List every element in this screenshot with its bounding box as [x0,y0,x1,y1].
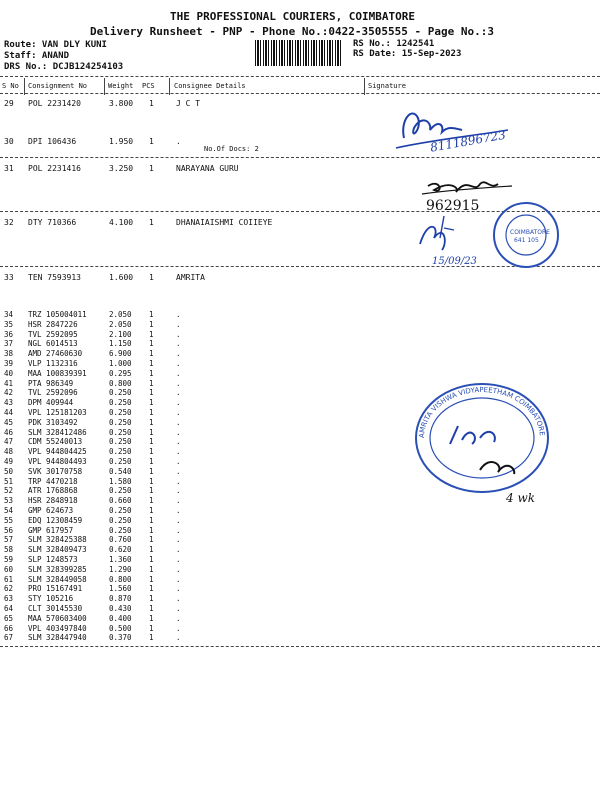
table-row [0,218,360,228]
cell-sno: 44 [4,408,14,417]
cell-consignment: TVL 2592095 [28,329,78,339]
table-row [0,388,360,398]
cell-consignment: GMP 624673 [28,506,74,515]
table-row [0,447,360,457]
cell-consignment: HSR 2847226 [28,319,78,329]
cell-consignment: TVL 2592096 [28,388,78,398]
cell-consignment: VPL 944804493 [28,457,87,466]
cell-consignment: EDQ 12308459 [28,515,83,525]
cell-weight: 0.430 [109,604,132,613]
staff-label: Staff: ANAND [4,51,70,61]
cell-pcs: 1 [149,466,154,476]
cell-consignment: STY 105216 [28,594,74,604]
cell-sno: 66 [4,623,14,633]
cell-consignment: AMD 27460630 [28,349,83,359]
cell-sno: 36 [4,329,14,339]
cell-weight: 0.250 [109,417,132,427]
col-header-sno: S No [2,82,19,90]
cell-consignment: DTY 710366 [28,218,77,227]
stamp-top-date: 15/09/23 [432,256,477,267]
cell-pcs: 1 [149,633,154,643]
cell-weight: 2.100 [109,329,132,339]
cell-consignee: . [176,457,181,466]
cell-consignment: POL 2231420 [28,99,81,108]
rs-date-label: RS Date: 15-Sep-2023 [353,49,462,59]
col-header-signature: Signature [368,82,406,90]
cell-consignee: . [176,476,181,486]
table-row [0,516,360,526]
cell-weight: 0.500 [109,623,132,633]
table-row [0,330,360,340]
cell-sno: 34 [4,310,14,319]
cell-weight: 2.050 [109,310,132,319]
cell-consignment: GMP 617957 [28,525,74,535]
table-row [0,535,360,545]
barcode [255,40,343,66]
table-row [0,633,360,643]
table-row [0,428,360,438]
cell-weight: 1.580 [109,476,132,486]
cell-pcs: 1 [149,427,154,437]
cell-weight: 0.250 [109,506,132,515]
cell-consignment: TRZ 105004011 [28,310,87,319]
cell-weight: 0.540 [109,466,132,476]
cell-consignee: . [176,310,181,319]
cell-consignee: . [176,339,181,349]
cell-pcs: 1 [149,623,154,633]
table-bottom-rule [0,646,600,647]
cell-consignee: . [176,584,181,594]
cell-consignee: . [176,486,181,496]
table-row [0,310,360,320]
cell-consignee: . [176,623,181,633]
cell-pcs: 1 [149,584,154,594]
cell-weight: 1.360 [109,555,132,564]
cell-sno: 67 [4,633,14,643]
cell-pcs: 1 [149,447,154,457]
signature-2-number: 962915 [426,198,480,214]
table-row [0,273,360,283]
cell-pcs: 1 [149,368,154,378]
cell-sno: 45 [4,417,14,427]
table-row [0,320,360,330]
cell-sno: 40 [4,368,14,378]
cell-pcs: 1 [149,437,154,447]
table-row [0,526,360,536]
cell-sno: 48 [4,447,14,457]
cell-consignee: . [176,496,181,506]
table-row [0,477,360,487]
cell-consignment: VLP 1132316 [28,359,78,368]
table-row [0,506,360,516]
cell-sno: 29 [4,99,14,108]
cell-pcs: 1 [149,417,154,427]
cell-pcs: 1 [149,408,154,417]
cell-pcs: 1 [149,329,154,339]
cell-pcs: 1 [149,594,154,604]
cell-pcs: 1 [149,535,154,545]
cell-weight: 0.250 [109,427,132,437]
table-row [0,545,360,555]
cell-consignee: . [176,574,181,584]
cell-sno: 59 [4,555,14,564]
cell-weight: 1.560 [109,584,132,594]
cell-weight: 6.900 [109,349,132,359]
table-row [0,398,360,408]
cell-consignment: TRP 4470218 [28,476,78,486]
cell-sno: 55 [4,515,14,525]
col-divider [364,78,365,95]
cell-pcs: 1 [149,164,154,173]
cell-sno: 52 [4,486,14,496]
cell-consignee: . [176,594,181,604]
cell-consignee: . [176,604,181,613]
cell-pcs: 1 [149,137,154,146]
docs-note: No.Of Docs: 2 [204,145,259,153]
cell-consignment: CLT 30145530 [28,604,83,613]
cell-weight: 0.760 [109,535,132,545]
cell-weight: 0.250 [109,437,132,447]
cell-consignee: AMRITA [176,273,205,282]
cell-pcs: 1 [149,388,154,398]
table-row [0,614,360,624]
cell-sno: 31 [4,164,14,173]
cell-sno: 64 [4,604,14,613]
cell-sno: 38 [4,349,14,359]
cell-consignment: CDM 55240013 [28,437,83,447]
cell-pcs: 1 [149,496,154,506]
table-row [0,496,360,506]
cell-sno: 65 [4,613,14,623]
col-header-weight: Weight [108,82,134,90]
cell-pcs: 1 [149,506,154,515]
table-row [0,437,360,447]
cell-consignee: . [176,564,181,574]
table-row [0,137,360,147]
cell-consignee: . [176,408,181,417]
cell-consignment: SLM 328412486 [28,427,87,437]
cell-consignee: . [176,555,181,564]
cell-pcs: 1 [149,515,154,525]
cell-consignment: PRO 15167491 [28,584,83,594]
cell-consignment: ATR 1768868 [28,486,78,496]
cell-consignee: . [176,417,181,427]
cell-consignee: . [176,525,181,535]
cell-pcs: 1 [149,613,154,623]
cell-consignment: POL 2231416 [28,164,81,173]
cell-consignment: SVK 30170758 [28,466,83,476]
cell-pcs: 1 [149,525,154,535]
cell-weight: 0.800 [109,378,132,388]
cell-consignment: VPL 944804425 [28,447,87,457]
cell-consignment: HSR 2848918 [28,496,78,506]
cell-pcs: 1 [149,349,154,359]
cell-consignment: SLM 328409473 [28,545,87,555]
cell-consignment: MAA 570603400 [28,613,87,623]
col-header-consignment: Consignment No [28,82,88,90]
cell-pcs: 1 [149,319,154,329]
table-row [0,408,360,418]
cell-consignee: . [176,515,181,525]
cell-sno: 43 [4,398,14,408]
table-row [0,349,360,359]
cell-weight: 1.000 [109,359,132,368]
cell-sno: 33 [4,273,14,282]
cell-sno: 61 [4,574,14,584]
cell-consignment: SLM 328447940 [28,633,87,643]
cell-weight: 3.800 [109,99,134,108]
cell-sno: 54 [4,506,14,515]
table-row [0,379,360,389]
table-row [0,339,360,349]
cell-sno: 35 [4,319,14,329]
cell-pcs: 1 [149,359,154,368]
cell-weight: 0.370 [109,633,132,643]
cell-consignment: DPM 409944 [28,398,74,408]
cell-weight: 0.250 [109,408,132,417]
cell-sno: 41 [4,378,14,388]
cell-consignment: PDK 3103492 [28,417,78,427]
cell-sno: 58 [4,545,14,555]
company-name: THE PROFESSIONAL COURIERS, COIMBATORE [170,10,416,23]
cell-sno: 51 [4,476,14,486]
cell-pcs: 1 [149,555,154,564]
cell-pcs: 1 [149,574,154,584]
cell-consignee: . [176,466,181,476]
table-row [0,369,360,379]
cell-weight: 0.250 [109,388,132,398]
cell-sno: 30 [4,137,14,146]
cell-weight: 0.800 [109,574,132,584]
cell-consignee: . [176,349,181,359]
cell-weight: 1.290 [109,564,132,574]
cell-weight: 4.100 [109,218,134,227]
col-divider [104,78,105,95]
cell-consignee: . [176,427,181,437]
header-bottom-rule [0,93,600,94]
table-row [0,359,360,369]
cell-consignment: SLM 328449058 [28,574,87,584]
cell-pcs: 1 [149,564,154,574]
cell-consignee: . [176,535,181,545]
signature-1 [392,100,512,158]
cell-consignment: VPL 403497840 [28,623,87,633]
cell-consignee: . [176,506,181,515]
col-divider [24,78,25,95]
cell-consignment: SLM 328425388 [28,535,87,545]
table-row [0,584,360,594]
table-row [0,555,360,565]
cell-sno: 37 [4,339,14,349]
cell-sno: 63 [4,594,14,604]
cell-consignee: . [176,368,181,378]
cell-sno: 56 [4,525,14,535]
table-row [0,604,360,614]
cell-consignment: PTA 986349 [28,378,74,388]
stamp-top-pin: 641 105 [514,237,539,244]
cell-weight: 0.295 [109,368,132,378]
table-row [0,624,360,634]
cell-weight: 0.250 [109,525,132,535]
cell-consignee: . [176,319,181,329]
table-row [0,467,360,477]
cell-sno: 47 [4,437,14,447]
stamp-bottom-note: 4 wk [506,491,535,505]
col-header-consignee: Consignee Details [174,82,246,90]
cell-weight: 0.250 [109,457,132,466]
cell-weight: 2.050 [109,319,132,329]
cell-sno: 42 [4,388,14,398]
cell-consignment: TEN 7593913 [28,273,81,282]
cell-pcs: 1 [149,378,154,388]
cell-consignee: . [176,545,181,555]
cell-weight: 1.950 [109,137,134,146]
cell-consignee: . [176,398,181,408]
cell-consignee: . [176,447,181,457]
cell-weight: 0.250 [109,447,132,457]
cell-consignment: MAA 100839391 [28,368,87,378]
signature-1-number: 8111896723 [429,127,507,155]
cell-pcs: 1 [149,339,154,349]
cell-weight: 0.870 [109,594,132,604]
cell-consignee: . [176,137,181,146]
cell-pcs: 1 [149,486,154,496]
header-top-rule [0,76,600,77]
cell-sno: 46 [4,427,14,437]
cell-pcs: 1 [149,218,154,227]
stamp-top [414,198,564,272]
cell-pcs: 1 [149,398,154,408]
cell-consignee: . [176,613,181,623]
cell-consignee: . [176,329,181,339]
stamp-bottom-ring: AMRITA VISHWA VIDYAPEETHAM COIMBATORE [417,385,546,439]
cell-consignee: . [176,388,181,398]
cell-weight: 3.250 [109,164,134,173]
table-row [0,575,360,585]
table-row [0,418,360,428]
cell-sno: 32 [4,218,14,227]
cell-consignment: SLP 1248573 [28,555,78,564]
cell-consignee: DHANAIAISHMI COIIEYE [176,218,273,227]
col-header-pcs: PCS [142,82,155,90]
cell-weight: 0.660 [109,496,132,506]
cell-pcs: 1 [149,273,154,282]
col-divider [169,78,170,95]
table-row [0,99,360,109]
rs-no-label: RS No.: 1242541 [353,39,435,49]
cell-weight: 0.400 [109,613,132,623]
cell-sno: 50 [4,466,14,476]
table-row [0,565,360,575]
table-row [0,594,360,604]
table-row [0,164,360,174]
cell-pcs: 1 [149,99,154,108]
table-row [0,457,360,467]
cell-weight: 1.600 [109,273,134,282]
cell-consignee: NARAYANA GURU [176,164,239,173]
stamp-top-inner: COIMBATORE [510,229,550,236]
drs-label: DRS No.: DCJB124254103 [4,62,124,72]
route-label: Route: VAN DLY KUNI [4,40,107,50]
cell-consignment: SLM 328399285 [28,564,87,574]
cell-pcs: 1 [149,545,154,555]
cell-weight: 0.250 [109,515,132,525]
cell-weight: 0.620 [109,545,132,555]
cell-consignment: NGL 6014513 [28,339,78,349]
cell-consignee: J C T [176,99,201,108]
cell-weight: 1.150 [109,339,132,349]
cell-pcs: 1 [149,457,154,466]
cell-pcs: 1 [149,310,154,319]
cell-pcs: 1 [149,476,154,486]
cell-consignee: . [176,633,181,643]
cell-weight: 0.250 [109,486,132,496]
stamp-bottom [410,380,570,520]
table-row [0,486,360,496]
runsheet-title: Delivery Runsheet - PNP - Phone No.:0422-3505555 - Page No.:3 [90,25,494,38]
cell-pcs: 1 [149,604,154,613]
cell-sno: 60 [4,564,14,574]
cell-consignee: . [176,359,181,368]
cell-consignee: . [176,437,181,447]
cell-sno: 53 [4,496,14,506]
cell-sno: 62 [4,584,14,594]
cell-consignment: DPI 106436 [28,137,77,146]
cell-consignee: . [176,378,181,388]
cell-weight: 0.250 [109,398,132,408]
cell-sno: 57 [4,535,14,545]
cell-sno: 49 [4,457,14,466]
cell-consignment: VPL 125181203 [28,408,87,417]
cell-sno: 39 [4,359,14,368]
